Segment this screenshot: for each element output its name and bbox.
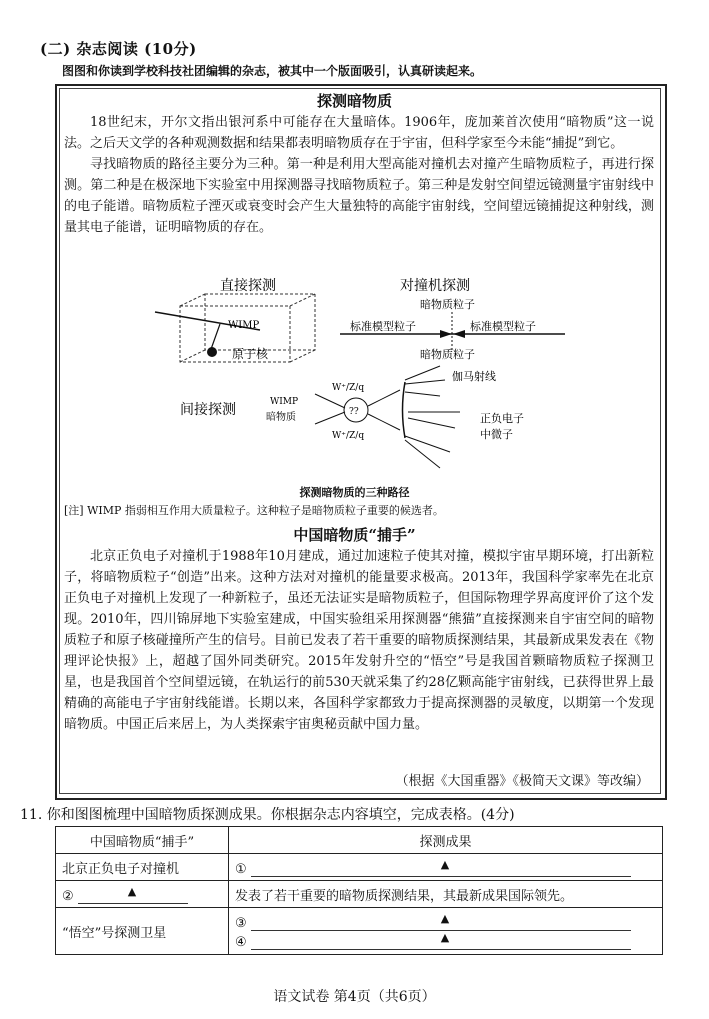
- article1-paragraph-1: 18世纪末，开尔文指出银河系中可能存在大量暗体。1906年，庞加莱首次使用“暗物质”这一说法。之后天文学的各种观测数据和结果都表明暗物质存在于宇宙，但科学家至今未能“捕捉”到它。: [64, 115, 654, 151]
- article-source: （根据《大国重器》《极简天文课》等改编）: [395, 774, 649, 789]
- blank-triangle-4: ▲: [440, 931, 450, 944]
- cell-answer-3-4[interactable]: [229, 908, 663, 955]
- section-intro: 图图和你读到学校科技社团编辑的杂志，被其中一个版面吸引，认真研读起来。: [62, 64, 483, 78]
- blank-marker-3: ③: [235, 916, 247, 931]
- gamma-ray-label: 伽马射线: [452, 370, 496, 383]
- blank-triangle-2: ▲: [127, 884, 137, 898]
- answer-blank-3[interactable]: [251, 912, 631, 931]
- dm-particle-top-label: 暗物质粒子: [420, 298, 475, 311]
- answer-blank-4[interactable]: [251, 931, 631, 950]
- table-row: [56, 881, 663, 908]
- article2-paragraph-1: 北京正负电子对撞机于1988年10月建成，通过加速粒子使其对撞，模拟宇宙早期环境，打出新粒子，将暗物质粒子“创造”出来。这种方法对对撞机的能量要求极高。2013年，我国科学家率先在北京正负电子对撞机上发现了一种新粒子，虽还无法证实是暗物质粒子，但国际物理学界高度评价了这个发现。2010年，四川锦屏地下实验室建成，中国实验组采用探测器“熊猫”直接探测来自宇宙空间的暗物质粒子和原子核碰撞所产生的信号。目前已发表了若干重要的暗物质探测结果，其最新成果发表在《物理评论快报》上，超越了国外同类研究。2015年发射升空的“悟空”号是我国首颗暗物质粒子探测卫星，也是我国首个空间望远镜，在轨运行的前530天就采集了约28亿颗高能宇宙射线，已获得世界上最精确的高能电子宇宙射线能谱。长期以来，各国科学家都致力于提高探测器的灵敏度，以期第一个发现暗物质。中国正后来居上，为人类探索宇宙奥秘贡献中国力量。: [64, 549, 654, 732]
- table-header-catcher: 中国暗物质“捕手”: [56, 827, 229, 854]
- sm-particle-left-label: 标准模型粒子: [350, 320, 416, 333]
- indirect-detection-label: 间接探测: [180, 402, 236, 418]
- indirect-out-line-2: [368, 414, 400, 430]
- article1-title: 探测暗物质: [316, 92, 392, 110]
- cell-beijing-collider: 北京正负电子对撞机: [56, 854, 229, 881]
- answer-line-4[interactable]: [235, 931, 656, 950]
- neutrino-label: 中微子: [480, 428, 513, 441]
- nucleus-dot: [207, 347, 217, 357]
- collider-arrow-left: [440, 330, 452, 338]
- blank-marker-1: ①: [235, 861, 247, 877]
- collider-detection-label: 对撞机探测: [400, 278, 470, 294]
- answer-line-3[interactable]: [235, 912, 656, 931]
- boson-top-label: W⁺/Z/q: [332, 383, 365, 393]
- sm-particle-right-label: 标准模型粒子: [470, 320, 536, 333]
- decay-bracket: [403, 382, 406, 438]
- dm-particle-bottom-label: 暗物质粒子: [420, 348, 475, 361]
- table-row: [56, 854, 663, 881]
- answer-blank-2[interactable]: [78, 885, 188, 904]
- article2-title: 中国暗物质“捕手”: [293, 526, 416, 544]
- cell-wukong: “悟空”号探测卫星: [56, 908, 229, 955]
- blank-triangle-1: ▲: [440, 857, 450, 871]
- positron-label: 正负电子: [480, 412, 524, 425]
- blank-marker-4: ④: [235, 935, 247, 950]
- blank-marker-2: ②: [62, 888, 74, 904]
- vertex-label: ??: [349, 407, 359, 417]
- detection-diagram: [60, 272, 660, 494]
- diagram-caption: 探测暗物质的三种路径: [299, 486, 410, 499]
- answer-table: [55, 826, 663, 955]
- section-title: (二) 杂志阅读 (10分): [40, 40, 197, 58]
- indirect-in-line-1: [315, 394, 345, 408]
- cell-answer-1[interactable]: [229, 854, 663, 881]
- nucleus-label: 原子核: [232, 347, 269, 361]
- page-footer: 语文试卷 第4页（共6页）: [273, 989, 436, 1005]
- direct-detection-label: 直接探测: [220, 278, 276, 294]
- indirect-in-line-2: [315, 412, 345, 424]
- article1-paragraph-2: 寻找暗物质的路径主要分为三种。第一种是利用大型高能对撞机去对撞产生暗物质粒子，再进行探测。第二种是在极深地下实验室中用探测器寻找暗物质粒子。第三种是发射空间望远镜测量宇宙射线中的电子能谱。暗物质粒子湮灭或衰变时会产生大量独特的高能宇宙射线，空间望远镜捕捉这种射线，测量其电子能谱，证明暗物质的存在。: [64, 157, 654, 235]
- answer-blank-1[interactable]: [251, 858, 631, 877]
- boson-bottom-label: W⁺/Z/q: [332, 431, 365, 441]
- question-11: 11. 你和图图梳理中国暗物质探测成果。你根据杂志内容填空，完成表格。(4分): [20, 807, 515, 823]
- table-header-row: [56, 827, 663, 854]
- wimp-dm-label-2: 暗物质: [266, 412, 296, 423]
- wimp-note: [注] WIMP 指弱相互作用大质量粒子。这种粒子是暗物质粒子重要的候选者。: [64, 504, 444, 517]
- wimp-dm-label-1: WIMP: [270, 397, 299, 407]
- wimp-label: WIMP: [228, 320, 260, 331]
- cell-results-2: 发表了若干重要的暗物质探测结果，其最新成果国际领先。: [229, 881, 663, 908]
- collider-arrow-right: [453, 330, 465, 338]
- cell-answer-2[interactable]: [56, 881, 229, 908]
- table-header-results: 探测成果: [229, 827, 663, 854]
- blank-triangle-3: ▲: [440, 912, 450, 925]
- article2-body: [64, 546, 654, 735]
- indirect-out-line-1: [368, 390, 400, 406]
- table-row: [56, 908, 663, 955]
- article1-body: [64, 112, 654, 238]
